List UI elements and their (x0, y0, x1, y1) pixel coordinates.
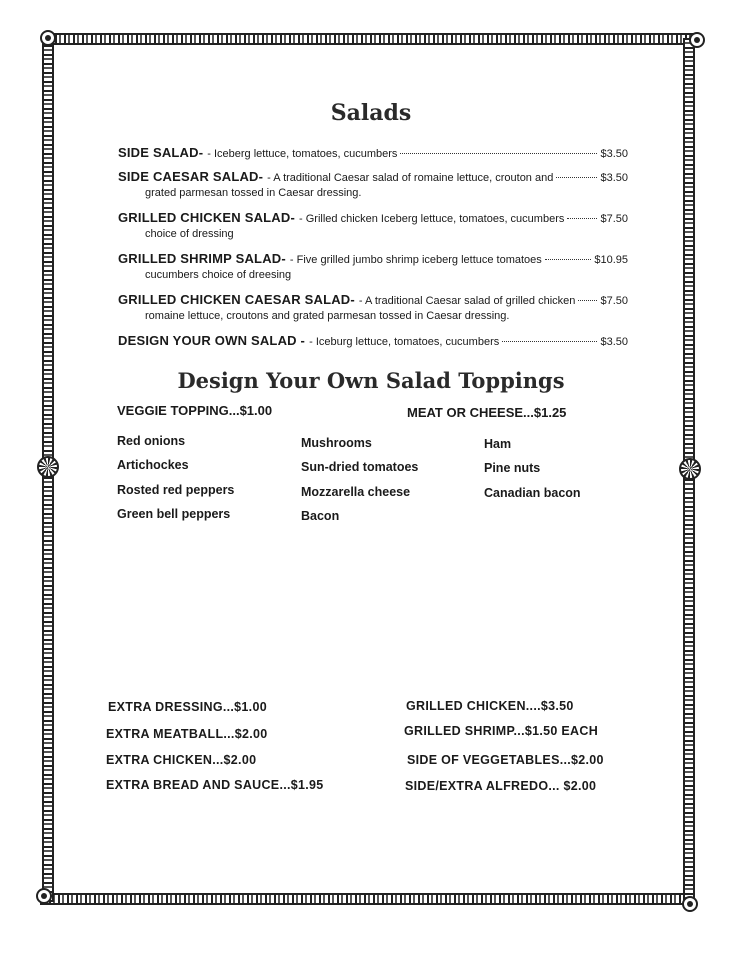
rope-border-top (46, 33, 698, 45)
topping-item: Red onions (117, 434, 186, 448)
dot-leader (502, 341, 597, 342)
item-price: $3.50 (600, 336, 628, 348)
item-price: $7.50 (600, 295, 628, 307)
salads-title: Salads (330, 100, 412, 126)
topping-item: Pine nuts (484, 461, 541, 475)
menu-item-grilled-chicken-caesar-salad (118, 292, 628, 324)
item-description: - Iceburg lettuce, tomatoes, cucumbers (309, 336, 500, 348)
item-description-continued: grated parmesan tossed in Caesar dressing. (145, 187, 362, 199)
extra-item: SIDE/EXTRA ALFREDO... $2.00 (405, 779, 597, 793)
topping-item: Artichockes (117, 458, 189, 472)
corner-knot-icon (689, 32, 705, 48)
dot-leader (556, 177, 597, 178)
rope-medallion-icon (679, 458, 701, 480)
item-description-continued: choice of dressing (145, 228, 234, 240)
rope-border-bottom (40, 893, 694, 905)
dot-leader (400, 153, 597, 154)
item-description-continued: romaine lettuce, croutons and grated parmesan tossed in Caesar dressing. (145, 310, 510, 322)
rope-medallion-icon (37, 456, 59, 478)
item-description: - Iceberg lettuce, tomatoes, cucumbers (207, 148, 398, 160)
item-name: SIDE CAESAR SALAD- (118, 169, 264, 184)
dot-leader (567, 218, 597, 219)
item-name: DESIGN YOUR OWN SALAD - (118, 333, 306, 348)
menu-item-side-caesar-salad (118, 169, 628, 201)
item-name: SIDE SALAD- (118, 145, 204, 160)
extra-item: EXTRA MEATBALL...$2.00 (106, 727, 268, 741)
item-description-continued: cucumbers choice of dreesing (145, 269, 292, 281)
extra-item: SIDE OF VEGGETABLES...$2.00 (407, 753, 604, 767)
item-name: GRILLED CHICKEN CAESAR SALAD- (118, 292, 355, 307)
topping-item: Mozzarella cheese (301, 485, 411, 499)
dot-leader (578, 300, 597, 301)
toppings-title: Design Your Own Salad Toppings (177, 368, 565, 393)
dot-leader (545, 259, 592, 260)
topping-item: Bacon (301, 509, 340, 523)
topping-item: Canadian bacon (484, 486, 581, 500)
extra-item: GRILLED CHICKEN....$3.50 (406, 699, 574, 713)
topping-item: Mushrooms (301, 436, 372, 450)
menu-item-grilled-chicken-salad (118, 210, 628, 242)
corner-knot-icon (36, 888, 52, 904)
item-description: - Five grilled jumbo shrimp iceberg lettuce tomatoes (289, 254, 542, 266)
menu-item-design-your-own-salad (118, 333, 628, 350)
item-description: - A traditional Caesar salad of grilled chicken (358, 295, 576, 307)
extra-item: GRILLED SHRIMP...$1.50 EACH (404, 724, 599, 738)
item-price: $10.95 (594, 254, 628, 266)
topping-item: Ham (484, 437, 512, 451)
extra-item: EXTRA BREAD AND SAUCE...$1.95 (106, 778, 324, 792)
item-price: $7.50 (600, 213, 628, 225)
item-price: $3.50 (600, 148, 628, 160)
item-price: $3.50 (600, 172, 628, 184)
menu-item-grilled-shrimp-salad (118, 251, 628, 283)
topping-item: Green bell peppers (117, 507, 231, 521)
topping-item: Rosted red peppers (117, 483, 235, 497)
corner-knot-icon (40, 30, 56, 46)
corner-knot-icon (682, 896, 698, 912)
extra-item: EXTRA DRESSING...$1.00 (108, 700, 267, 714)
item-description: - A traditional Caesar salad of romaine lettuce, crouton and (267, 172, 554, 184)
extra-item: EXTRA CHICKEN...$2.00 (106, 753, 257, 767)
topping-item: Sun-dried tomatoes (301, 460, 419, 474)
item-name: GRILLED SHRIMP SALAD- (118, 251, 286, 266)
item-description: - Grilled chicken Iceberg lettuce, tomatoes, cucumbers (299, 213, 565, 225)
meat-cheese-heading: MEAT OR CHEESE...$1.25 (407, 405, 567, 420)
item-name: GRILLED CHICKEN SALAD- (118, 210, 296, 225)
menu-item-side-salad (118, 145, 628, 162)
veggie-topping-heading: VEGGIE TOPPING...$1.00 (117, 403, 273, 418)
